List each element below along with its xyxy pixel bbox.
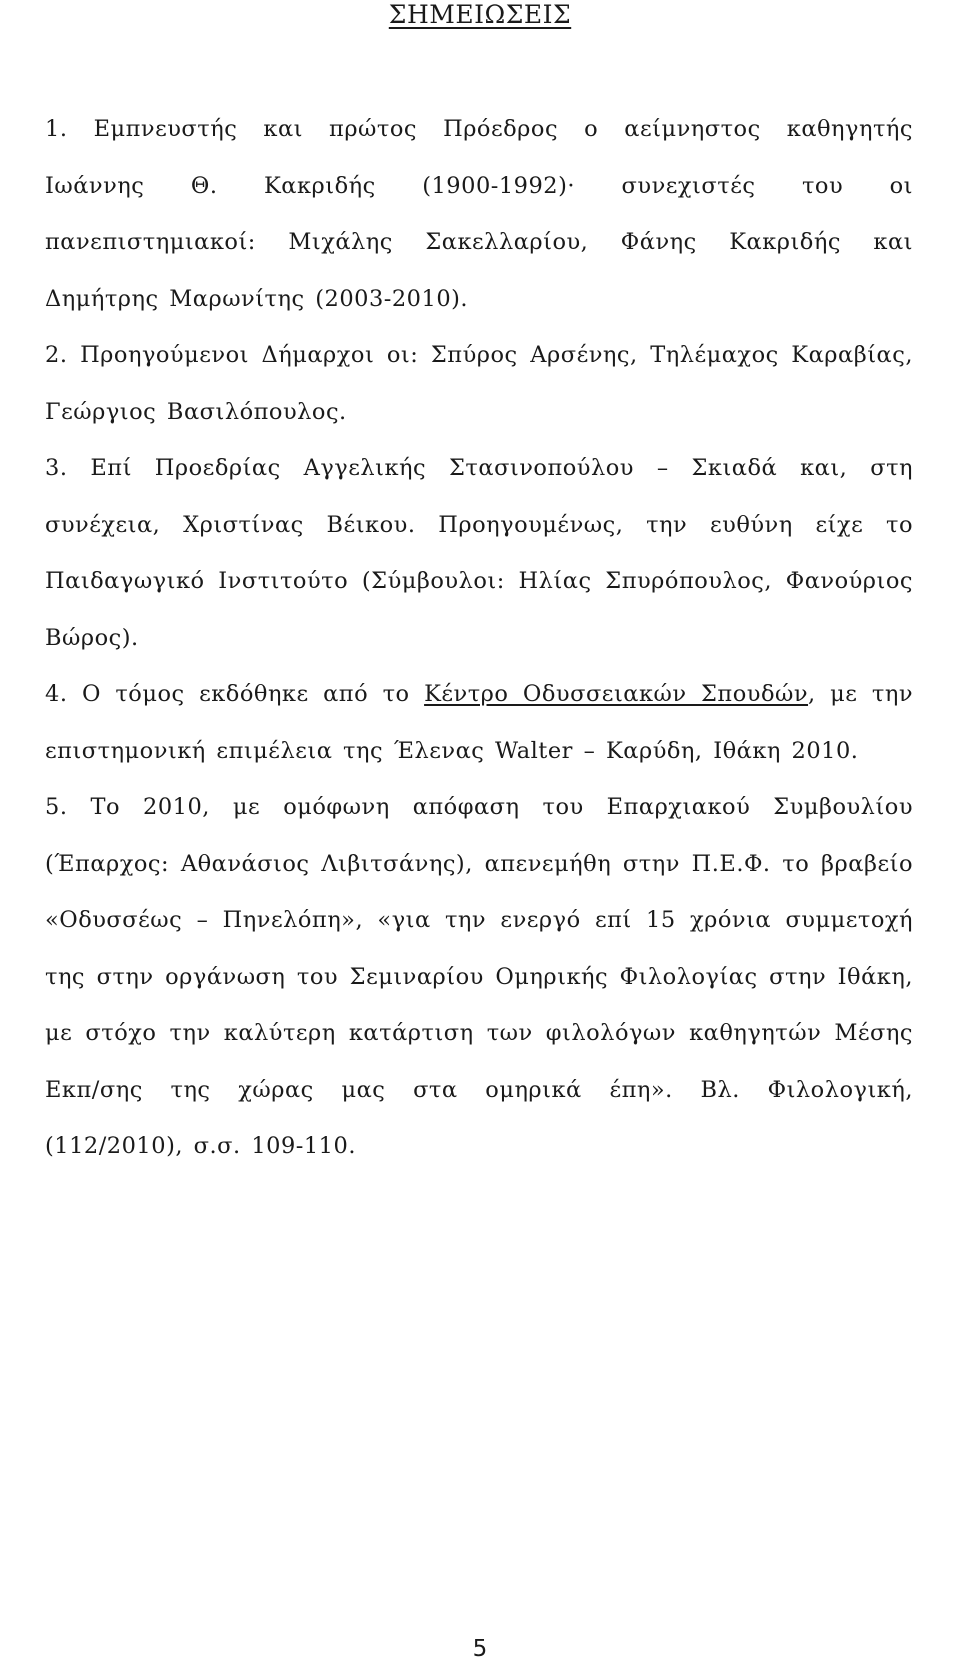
note-text: Εμπνευστής και πρώτος Πρόεδρος ο αείμνηστος καθηγητής Ιωάννης Θ. Κακριδής (1900-1992)· συνεχιστές του οι πανεπιστημιακοί: Μιχάλης Σακελλαρίου, Φάνης Κακριδής και Δημήτρης Μαρωνίτης (2003-2010). (45, 116, 913, 312)
note-number: 2. (45, 342, 68, 368)
centre-link[interactable]: Κέντρο Οδυσσειακών Σπουδών (424, 681, 809, 707)
note-number: 5. (45, 794, 68, 820)
note-text: Επί Προεδρίας Αγγελικής Στασινοπούλου – Σκιαδά και, στη συνέχεια, Χριστίνας Βέικου. Προηγουμένως, την ευθύνη είχε το Παιδαγωγικό Ινστιτούτο (Σύμβουλοι: Ηλίας Σπυρόπουλος, Φανούριος Βώρος). (45, 455, 913, 651)
note-1 (45, 101, 913, 327)
note-2 (45, 327, 913, 440)
note-number: 3. (45, 455, 68, 481)
page-title-text: ΣΗΜΕΙΩΣΕΙΣ (388, 0, 572, 29)
note-3 (45, 440, 913, 666)
page-title (0, 0, 960, 30)
note-number: 4. (45, 681, 68, 707)
page-number: 5 (472, 1636, 488, 1662)
note-text: Το 2010, με ομόφωνη απόφαση του Επαρχιακού Συμβουλίου (Έπαρχος: Αθανάσιος Λιβιτσάνης), απενεμήθη στην Π.Ε.Φ. το βραβείο «Οδυσσέως – Πηνελόπη», «για την ενεργό επί 15 χρόνια συμμετοχή της στην οργάνωση του Σεμιναρίου Ομηρικής Φιλολογίας στην Ιθάκη, με στόχο την καλύτερη κατάρτιση των φιλολόγων καθηγητών Μέσης Εκπ/σης της χώρας μας στα ομηρικά έπη». Βλ. Φιλολογική, (112/2010), σ.σ. 109-110. (45, 794, 913, 1159)
note-text-after: , με την επιστημονική επιμέλεια της Έλενας Walter – Καρύδη, Ιθάκη 2010. (45, 681, 914, 764)
note-text: Προηγούμενοι Δήμαρχοι οι: Σπύρος Αρσένης, Τηλέμαχος Καραβίας, Γεώργιος Βασιλόπουλος. (45, 342, 914, 425)
note-number: 1. (45, 116, 68, 142)
notes-list (45, 101, 913, 1175)
note-4 (45, 666, 913, 779)
note-5 (45, 779, 913, 1175)
note-text-before: Ο τόμος εκδόθηκε από το (81, 681, 425, 707)
